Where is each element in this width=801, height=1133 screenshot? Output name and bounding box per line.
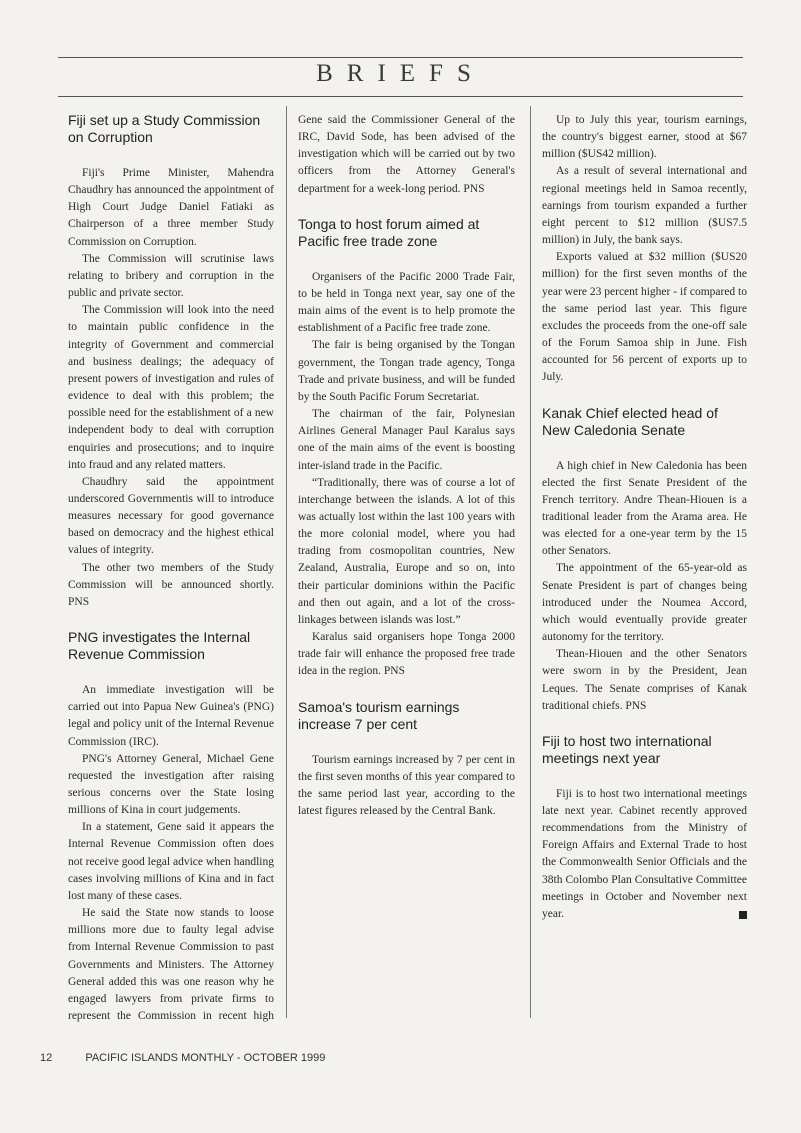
column-1 [68,112,274,1024]
column-2 [298,112,515,1024]
paragraph: The Commission will scrutinise laws relating to bribery and corruption in the public and private sector. [68,252,274,300]
paragraph: Tourism earnings increased by 7 per cent in the first seven months of this year compared to the same period last year, according to the latest figures released by the Central Bank. [298,753,515,817]
headline-kanak-chief: Kanak Chief elected head of New Caledonia Senate [542,404,718,438]
header-top-rule [58,57,743,58]
column-divider [286,106,287,1018]
paragraph: PNG's Attorney General, Michael Gene requested the investigation after raising serious concerns over the State losing millions of Kina in court judgements. [68,752,274,817]
paragraph: Gene said the Commissioner General of the IRC, David Sode, has been advised of the investigation which will be carried out by two officers from the Attorney General's department for a week-long period. PNS [298,114,515,195]
paragraph: Up to July this year, tourism earnings, the country's biggest earner, stood at $67 million ($US42 million). [542,114,747,161]
paragraph: The fair is being organised by the Tongan government, the Tongan trade agency, Tonga Trade and private business, and will be funded by the South Pacific Forum Secretariat. [298,339,515,403]
paragraph-text: Fiji is to host two international meetings late next year. Cabinet recently approved recommendations from the Ministry of Foreign Affairs and External Trade to host the Commonwealth Senior Officials and the 38th Colombo Plan Consultative Committee meetings in October and November next year. [542,787,747,920]
headline-samoa-tourism: Samoa's tourism earnings increase 7 per cent [298,698,460,732]
paragraph: He said the State now stands to loose millions more due to faulty legal advise from Internal Revenue Commission to past Governments and Ministers. The Attorney General added this was one reason why he engaged lawyers from private firms to represent the Commission in recent high [68,907,274,1023]
column-divider [530,106,531,1018]
headline-tonga-forum: Tonga to host forum aimed at Pacific free trade zone [298,215,480,249]
paragraph: Organisers of the Pacific 2000 Trade Fair, to be held in Tonga next year, say one of the main aims of the event is to help promote the establishment of a Pacific free trade zone. [298,270,515,335]
page-number: 12 [40,1052,53,1064]
paragraph: “Traditionally, there was of course a lot of interchange between the islands. A lot of this was actually lost within the last 100 years with the more colonial model, where you had trading from cosmopolitan countries, New Zealand, Australia, Europe and so on, into their particular dominions within the Pacific and then out again, and a lot of the cross-linkages between islands was lost.” [298,476,515,626]
paragraph: The appointment of the 65-year-old as Senate President is part of changes being introduced under the Noumea Accord, which would eventually provide greater autonomy for the territory. [542,562,747,644]
page-footer [40,1052,325,1064]
paragraph [542,786,747,923]
paragraph: In a statement, Gene said it appears the Internal Revenue Commission often does not receive good legal advice when handling cases involving millions of Kina and in fact lost many of these cases. [68,821,274,902]
paragraph: Fiji's Prime Minister, Mahendra Chaudhry has announced the appointment of High Court Judge Daniel Fatiaki as Chairperson of a three member Study Commission on Corruption. [68,167,274,248]
header-bottom-rule [58,96,743,97]
headline-png-irc: PNG investigates the Internal Revenue Commission [68,629,251,663]
section-title: BRIEFS [316,60,485,87]
paragraph: Karalus said organisers hope Tonga 2000 trade fair will enhance the proposed free trade idea in the region. PNS [298,631,515,678]
paragraph: Exports valued at $32 million ($US20 million) for the first seven months of the year were 23 percent higher - if compared to the same period last year. This figure excludes the proceeds from the one-off sale of the Forum Samoa ship in June. Fish accounted for 56 percent of exports up to July. [542,251,747,384]
paragraph: An immediate investigation will be carried out into Papua New Guinea's (PNG) legal and policy unit of the Internal Revenue Commission (IRC). [68,684,274,748]
paragraph: As a result of several international and regional meetings held in Samoa recently, earnings from tourism expanded a further eight percent to $12 million ($US7.5 million) in July, the bank says. [542,165,747,247]
publication-line: PACIFIC ISLANDS MONTHLY - OCTOBER 1999 [85,1052,326,1064]
end-of-story-mark [739,911,747,919]
paragraph: Thean-Hiouen and the other Senators were sworn in by the President, Jean Leques. The Senate comprises of Kanak traditional chiefs. PNS [542,648,747,712]
paragraph: The other two members of the Study Commission will be announced shortly. PNS [68,561,274,608]
paragraph: Chaudhry said the appointment underscored Governmentis will to introduce measures necessary for good governance based on democracy and the highest ethical values of integrity. [68,475,274,557]
paragraph: The Commission will look into the need to maintain public confidence in the integrity of Government and commercial and business dealings; the adequacy of present powers of investigation and rules of evidence to deal with this problem; the possible need for the establishment of a new independent body to deal with corruption enquiries and prosecutions; and to inquire into fraud and any related matters. [68,304,274,471]
paragraph: The chairman of the fair, Polynesian Airlines General Manager Paul Karalus says one of the main aims of the event is boosting inter-island trade in the Pacific. [298,408,515,472]
paragraph: A high chief in New Caledonia has been elected the first Senate President of the French territory. Andre Thean-Hiouen is a traditional leader from the Arama area. He was elected for a one-year term by the 15 other Senators. [542,459,747,558]
headline-fiji-corruption: Fiji set up a Study Commission on Corruption [68,112,261,145]
column-3 [542,112,747,1024]
headline-fiji-meetings: Fiji to host two international meetings next year [542,732,712,766]
